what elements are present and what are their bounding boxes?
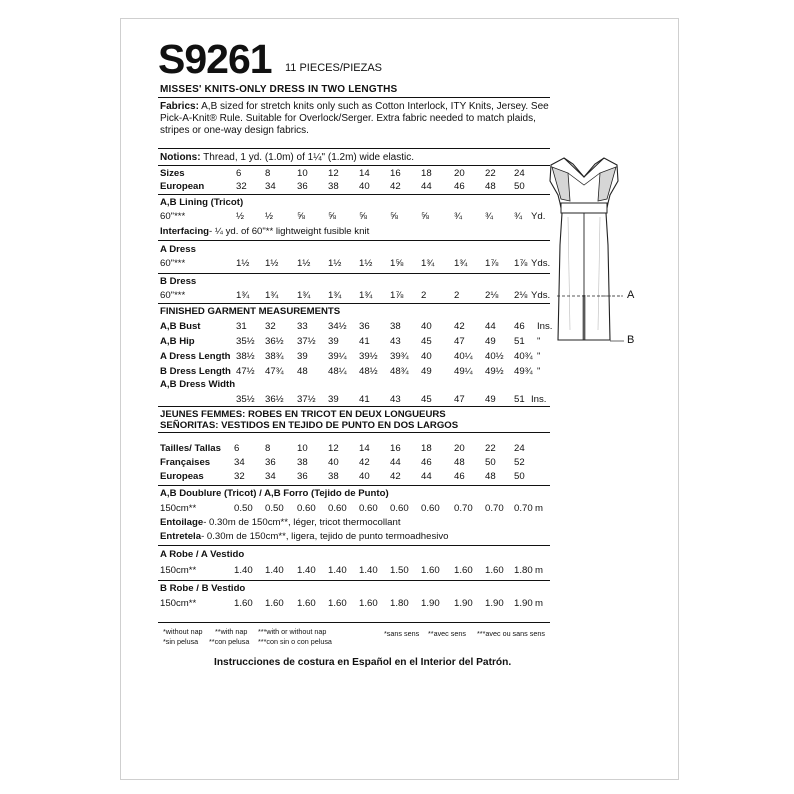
europeas-row-cell: 46 <box>454 471 465 482</box>
doublure-row-cell: 0.50 <box>265 503 284 514</box>
b-robe-row-label: 150cm** <box>160 598 197 609</box>
entoilage-line-label: Entoilage <box>160 517 204 528</box>
a-dress-row-cell: 1½ <box>359 258 373 269</box>
divider <box>158 165 550 166</box>
finished-row-cell: 36½ <box>265 336 284 347</box>
finished-row-cell: 36 <box>359 321 370 332</box>
notions-label: Notions: <box>160 152 201 163</box>
footnote-sin-pelusa: *sin pelusa <box>163 637 199 646</box>
tailles-row-cell: 12 <box>328 443 339 454</box>
finished-row-cell: 40½ <box>485 351 504 362</box>
finished-row-cell: 46 <box>514 321 525 332</box>
europeas-row-cell: 50 <box>514 471 525 482</box>
doublure-row-cell: 0.70 <box>454 503 473 514</box>
footnote-con-pelusa: **con pelusa <box>209 637 250 646</box>
a-robe-row-cell: 1.60 <box>485 565 504 576</box>
dress-width-row-cell: 37½ <box>297 394 316 405</box>
finished-row <box>0 366 794 378</box>
sizes-row-label: Sizes <box>160 168 185 179</box>
a-dress-row-unit: Yds. <box>531 258 551 269</box>
entretela-line <box>160 531 449 542</box>
a-robe-row-cell: 1.40 <box>234 565 253 576</box>
b-robe-row-cell: 1.60 <box>328 598 347 609</box>
european-sizes-row-label: European <box>160 181 205 192</box>
tailles-row-cell: 24 <box>514 443 525 454</box>
doublure-row-cell: 0.60 <box>328 503 347 514</box>
dress-width-row-cell: 35½ <box>236 394 255 405</box>
a-dress-row-cell: 1½ <box>236 258 250 269</box>
a-dress-row-cell: 1⅞ <box>514 258 528 269</box>
dress-width-row-cell: 47 <box>454 394 465 405</box>
francaises-row-cell: 48 <box>454 457 465 468</box>
doublure-row-cell: 0.60 <box>390 503 409 514</box>
dress-width-row-cell: 41 <box>359 394 370 405</box>
b-robe-heading: B Robe / B Vestido <box>160 583 246 594</box>
tailles-row-cell: 14 <box>359 443 370 454</box>
finished-row-label: B Dress Length <box>160 366 231 377</box>
fabrics-paragraph <box>160 101 550 137</box>
finished-row-unit: " <box>537 336 541 347</box>
view-a-leader-line <box>597 294 623 298</box>
sizes-row-cell: 8 <box>265 168 271 179</box>
a-robe-row-cell: 1.40 <box>359 565 378 576</box>
lining-row-label: 60"*** <box>160 211 186 222</box>
finished-row-cell: 40 <box>421 351 432 362</box>
b-dress-row-cell: 1¾ <box>265 290 279 301</box>
lining-row-unit: Yd. <box>531 211 546 222</box>
doublure-row <box>0 503 794 515</box>
finished-row-cell: 48½ <box>359 366 378 377</box>
sizes-row-cell: 12 <box>328 168 339 179</box>
tailles-row-cell: 10 <box>297 443 308 454</box>
b-robe-row-cell: 1.80 <box>390 598 409 609</box>
b-dress-row-cell: 1⅞ <box>390 290 404 301</box>
finished-row-cell: 48¼ <box>328 366 347 377</box>
b-dress-row <box>0 290 794 302</box>
finished-row-cell: 48 <box>297 366 308 377</box>
francaises-row-cell: 40 <box>328 457 339 468</box>
divider <box>158 303 550 304</box>
title-spanish: SEÑORITAS: VESTIDOS EN TEJIDO DE PUNTO EN DOS LARGOS <box>160 420 459 431</box>
notions-paragraph <box>160 152 550 164</box>
footnote-sin-o-con-pelusa: ***con sin o con pelusa <box>258 637 332 646</box>
a-dress-row <box>0 258 794 270</box>
europeas-row-cell: 48 <box>485 471 496 482</box>
b-dress-row-cell: 2 <box>421 290 427 301</box>
finished-row-cell: 38 <box>390 321 401 332</box>
b-robe-row-cell: 1.90 <box>514 598 533 609</box>
tailles-row-cell: 20 <box>454 443 465 454</box>
europeas-row-cell: 38 <box>328 471 339 482</box>
finished-row-cell: 31 <box>236 321 247 332</box>
view-b-label: B <box>627 334 635 346</box>
francaises-row-cell: 42 <box>359 457 370 468</box>
finished-row-cell: 33 <box>297 321 308 332</box>
b-dress-row-cell: 1¾ <box>359 290 373 301</box>
sizes-row-cell: 22 <box>485 168 496 179</box>
doublure-row-cell: 0.60 <box>359 503 378 514</box>
title-english: MISSES' KNITS-ONLY DRESS IN TWO LENGTHS <box>160 84 398 95</box>
francaises-row-cell: 44 <box>390 457 401 468</box>
view-b-leader-line <box>610 339 624 343</box>
lining-row-cell: ⅝ <box>390 211 399 222</box>
finished-row-cell: 42 <box>454 321 465 332</box>
finished-row-cell: 47 <box>454 336 465 347</box>
footnote-with-or-without-nap: ***with or without nap <box>258 627 327 636</box>
a-robe-row-cell: 1.80 <box>514 565 533 576</box>
entretela-line-label: Entretela <box>160 531 202 542</box>
a-robe-row-cell: 1.60 <box>421 565 440 576</box>
doublure-row-cell: 0.50 <box>234 503 253 514</box>
doublure-row-cell: 0.70 <box>485 503 504 514</box>
divider <box>158 240 550 241</box>
finished-row-cell: 49 <box>485 336 496 347</box>
finished-row-cell: 39¾ <box>390 351 409 362</box>
tailles-row-cell: 18 <box>421 443 432 454</box>
lining-row-cell: ½ <box>236 211 245 222</box>
a-robe-row <box>0 565 794 577</box>
francaises-row-cell: 50 <box>485 457 496 468</box>
europeas-row-label: Europeas <box>160 471 204 482</box>
finished-row-cell: 49 <box>421 366 432 377</box>
european-sizes-row-cell: 44 <box>421 181 432 192</box>
finished-row-cell: 40¼ <box>454 351 473 362</box>
european-sizes-row-cell: 42 <box>390 181 401 192</box>
sizes-row-cell: 20 <box>454 168 465 179</box>
lining-row <box>0 211 794 223</box>
finished-row-cell: 41 <box>359 336 370 347</box>
b-robe-row-cell: 1.60 <box>297 598 316 609</box>
title-french: JEUNES FEMMES: ROBES EN TRICOT EN DEUX LONGUEURS <box>160 409 446 420</box>
finished-row-cell: 44 <box>485 321 496 332</box>
b-robe-row-cell: 1.90 <box>485 598 504 609</box>
divider <box>158 273 550 274</box>
doublure-heading: A,B Doublure (Tricot) / A,B Forro (Tejido de Punto) <box>160 488 389 499</box>
lining-heading: A,B Lining (Tricot) <box>160 197 244 208</box>
dress-width-row-cell: 51 <box>514 394 525 405</box>
b-dress-row-cell: 2 <box>454 290 460 301</box>
lining-row-cell: ⅝ <box>297 211 306 222</box>
sizes-row <box>0 168 794 180</box>
sizes-row-cell: 6 <box>236 168 242 179</box>
footnote-without-nap: *without nap <box>163 627 203 636</box>
francaises-row <box>0 457 794 469</box>
doublure-row-cell: 0.60 <box>421 503 440 514</box>
doublure-row-cell: 0.70 <box>514 503 533 514</box>
sizes-row-cell: 16 <box>390 168 401 179</box>
europeas-row-cell: 32 <box>234 471 245 482</box>
european-sizes-row-cell: 40 <box>359 181 370 192</box>
dress-width-row-cell: 39 <box>328 394 339 405</box>
a-dress-row-label: 60"*** <box>160 258 186 269</box>
francaises-row-label: Françaises <box>160 457 211 468</box>
europeas-row-cell: 44 <box>421 471 432 482</box>
european-sizes-row-cell: 50 <box>514 181 525 192</box>
fabrics-label: Fabrics: <box>160 101 199 112</box>
a-dress-row-cell: 1½ <box>328 258 342 269</box>
dress-width-row-cell: 49 <box>485 394 496 405</box>
european-sizes-row-cell: 34 <box>265 181 276 192</box>
sizes-row-cell: 24 <box>514 168 525 179</box>
pieces-count: 11 PIECES/PIEZAS <box>285 62 383 74</box>
sizes-row-cell: 14 <box>359 168 370 179</box>
b-dress-heading: B Dress <box>160 276 197 287</box>
finished-row-cell: 47½ <box>236 366 255 377</box>
finished-row-cell: 45 <box>421 336 432 347</box>
europeas-row-cell: 34 <box>265 471 276 482</box>
b-robe-row-unit: m <box>535 598 543 609</box>
tailles-row-cell: 6 <box>234 443 240 454</box>
b-robe-row-cell: 1.90 <box>421 598 440 609</box>
footnote-sans-sens: *sans sens <box>384 629 420 638</box>
finished-row-cell: 43 <box>390 336 401 347</box>
spanish-instructions-note: Instrucciones de costura en Español en el Interior del Patrón. <box>214 657 512 668</box>
divider <box>158 194 550 195</box>
finished-row-cell: 51 <box>514 336 525 347</box>
footnote-avec-sens: **avec sens <box>428 629 466 638</box>
european-sizes-row <box>0 181 794 193</box>
entoilage-line <box>160 517 401 528</box>
a-robe-row-cell: 1.40 <box>328 565 347 576</box>
finished-row-label: A,B Bust <box>160 321 201 332</box>
footnote-avec-ou-sans-sens: ***avec ou sans sens <box>477 629 545 638</box>
lining-row-cell: ¾ <box>514 211 523 222</box>
finished-row-cell: 32 <box>265 321 276 332</box>
finished-row-cell: 47¾ <box>265 366 284 377</box>
lining-row-cell: ½ <box>265 211 274 222</box>
sizes-row-cell: 10 <box>297 168 308 179</box>
francaises-row-cell: 34 <box>234 457 245 468</box>
b-robe-row <box>0 598 794 610</box>
a-dress-row-cell: 1½ <box>297 258 311 269</box>
sizes-row-cell: 18 <box>421 168 432 179</box>
finished-row-cell: 49¾ <box>514 366 533 377</box>
european-sizes-row-cell: 48 <box>485 181 496 192</box>
dress-width-row-unit: Ins. <box>531 394 547 405</box>
francaises-row-cell: 36 <box>265 457 276 468</box>
divider <box>158 406 550 407</box>
a-dress-heading: A Dress <box>160 244 196 255</box>
finished-row-cell: 34½ <box>328 321 347 332</box>
entoilage-line-text: - 0.30m de 150cm**, léger, tricot thermocollant <box>203 517 401 528</box>
finished-row-cell: 49½ <box>485 366 504 377</box>
finished-row-cell: 40 <box>421 321 432 332</box>
pattern-number: S9261 <box>158 36 272 82</box>
b-dress-row-cell: 1¾ <box>297 290 311 301</box>
finished-row <box>0 351 794 363</box>
divider <box>158 485 550 486</box>
francaises-row-cell: 52 <box>514 457 525 468</box>
divider <box>158 545 550 546</box>
b-dress-row-cell: 1¾ <box>328 290 342 301</box>
b-dress-row-unit: Yds. <box>531 290 551 301</box>
europeas-row-cell: 36 <box>297 471 308 482</box>
a-robe-row-label: 150cm** <box>160 565 197 576</box>
finished-row <box>0 336 794 348</box>
divider <box>158 432 550 433</box>
tailles-row <box>0 443 794 455</box>
entretela-line-text: - 0.30m de 150cm**, ligera, tejido de punto termoadhesivo <box>201 531 449 542</box>
finished-row-cell: 38¾ <box>265 351 284 362</box>
notions-text: Thread, 1 yd. (1.0m) of 1¼" (1.2m) wide elastic. <box>200 152 414 163</box>
view-a-label: A <box>627 289 635 301</box>
lining-row-cell: ⅝ <box>359 211 368 222</box>
dress-back-view-drawing <box>548 155 620 345</box>
b-robe-row-cell: 1.90 <box>454 598 473 609</box>
interfacing-line-label: Interfacing <box>160 226 210 237</box>
finished-row-cell: 38½ <box>236 351 255 362</box>
divider <box>158 622 550 623</box>
european-sizes-row-cell: 36 <box>297 181 308 192</box>
lining-row-cell: ¾ <box>454 211 463 222</box>
finished-measurements-heading: FINISHED GARMENT MEASUREMENTS <box>160 306 341 317</box>
lining-row-cell: ¾ <box>485 211 494 222</box>
b-dress-row-cell: 2⅛ <box>514 290 528 301</box>
finished-row-unit: " <box>537 351 541 362</box>
finished-row-cell: 49¼ <box>454 366 473 377</box>
a-dress-row-cell: 1¾ <box>454 258 468 269</box>
finished-row-label: A Dress Length <box>160 351 231 362</box>
finished-row-cell: 39½ <box>359 351 378 362</box>
lining-row-cell: ⅝ <box>421 211 430 222</box>
dress-width-row <box>0 394 794 406</box>
a-robe-row-unit: m <box>535 565 543 576</box>
interfacing-line <box>160 226 369 237</box>
a-dress-row-cell: 1½ <box>265 258 279 269</box>
finished-row-cell: 39 <box>297 351 308 362</box>
doublure-row-cell: 0.60 <box>297 503 316 514</box>
european-sizes-row-cell: 32 <box>236 181 247 192</box>
tailles-row-label: Tailles/ Tallas <box>160 443 221 454</box>
fabrics-text: A,B sized for stretch knits only such as Cotton Interlock, ITY Knits, Jersey. See Pick-A-Knit® Rule. Suitable for Overlock/Serger. Extra fabric needed to match plaids, stripes or one-way design fabrics. <box>160 101 549 136</box>
finished-row-cell: 39 <box>328 336 339 347</box>
finished-row-unit: " <box>537 366 541 377</box>
francaises-row-cell: 46 <box>421 457 432 468</box>
finished-row-cell: 48¾ <box>390 366 409 377</box>
european-sizes-row-cell: 46 <box>454 181 465 192</box>
a-robe-row-cell: 1.50 <box>390 565 409 576</box>
a-dress-row-cell: 1⅞ <box>485 258 499 269</box>
dress-width-row-cell: 45 <box>421 394 432 405</box>
divider <box>158 97 550 98</box>
divider <box>158 580 550 581</box>
lining-row-cell: ⅝ <box>328 211 337 222</box>
a-dress-row-cell: 1¾ <box>421 258 435 269</box>
divider <box>158 148 550 149</box>
doublure-row-unit: m <box>535 503 543 514</box>
footnote-with-nap: **with nap <box>215 627 248 636</box>
interfacing-line-text: - ¼ yd. of 60"** lightweight fusible knit <box>209 226 370 237</box>
tailles-row-cell: 8 <box>265 443 271 454</box>
a-robe-row-cell: 1.60 <box>454 565 473 576</box>
b-dress-row-cell: 2⅛ <box>485 290 499 301</box>
a-dress-row-cell: 1⅝ <box>390 258 404 269</box>
b-robe-row-cell: 1.60 <box>359 598 378 609</box>
a-robe-heading: A Robe / A Vestido <box>160 549 245 560</box>
europeas-row-cell: 42 <box>390 471 401 482</box>
b-dress-row-label: 60"*** <box>160 290 186 301</box>
finished-row <box>0 321 794 333</box>
b-robe-row-cell: 1.60 <box>234 598 253 609</box>
europeas-row-cell: 40 <box>359 471 370 482</box>
doublure-row-label: 150cm** <box>160 503 197 514</box>
finished-row-label: A,B Hip <box>160 336 195 347</box>
european-sizes-row-cell: 38 <box>328 181 339 192</box>
finished-row-cell: 40¾ <box>514 351 533 362</box>
dress-width-row-cell: 43 <box>390 394 401 405</box>
francaises-row-cell: 38 <box>297 457 308 468</box>
finished-row-cell: 37½ <box>297 336 316 347</box>
tailles-row-cell: 22 <box>485 443 496 454</box>
finished-row-unit: Ins. <box>537 321 553 332</box>
europeas-row <box>0 471 794 483</box>
tailles-row-cell: 16 <box>390 443 401 454</box>
a-robe-row-cell: 1.40 <box>265 565 284 576</box>
b-dress-row-cell: 1¾ <box>236 290 250 301</box>
finished-row-cell: 39¼ <box>328 351 347 362</box>
finished-row-cell: 35½ <box>236 336 255 347</box>
a-robe-row-cell: 1.40 <box>297 565 316 576</box>
b-robe-row-cell: 1.60 <box>265 598 284 609</box>
dress-width-heading: A,B Dress Width <box>160 379 236 390</box>
dress-width-row-cell: 36½ <box>265 394 284 405</box>
